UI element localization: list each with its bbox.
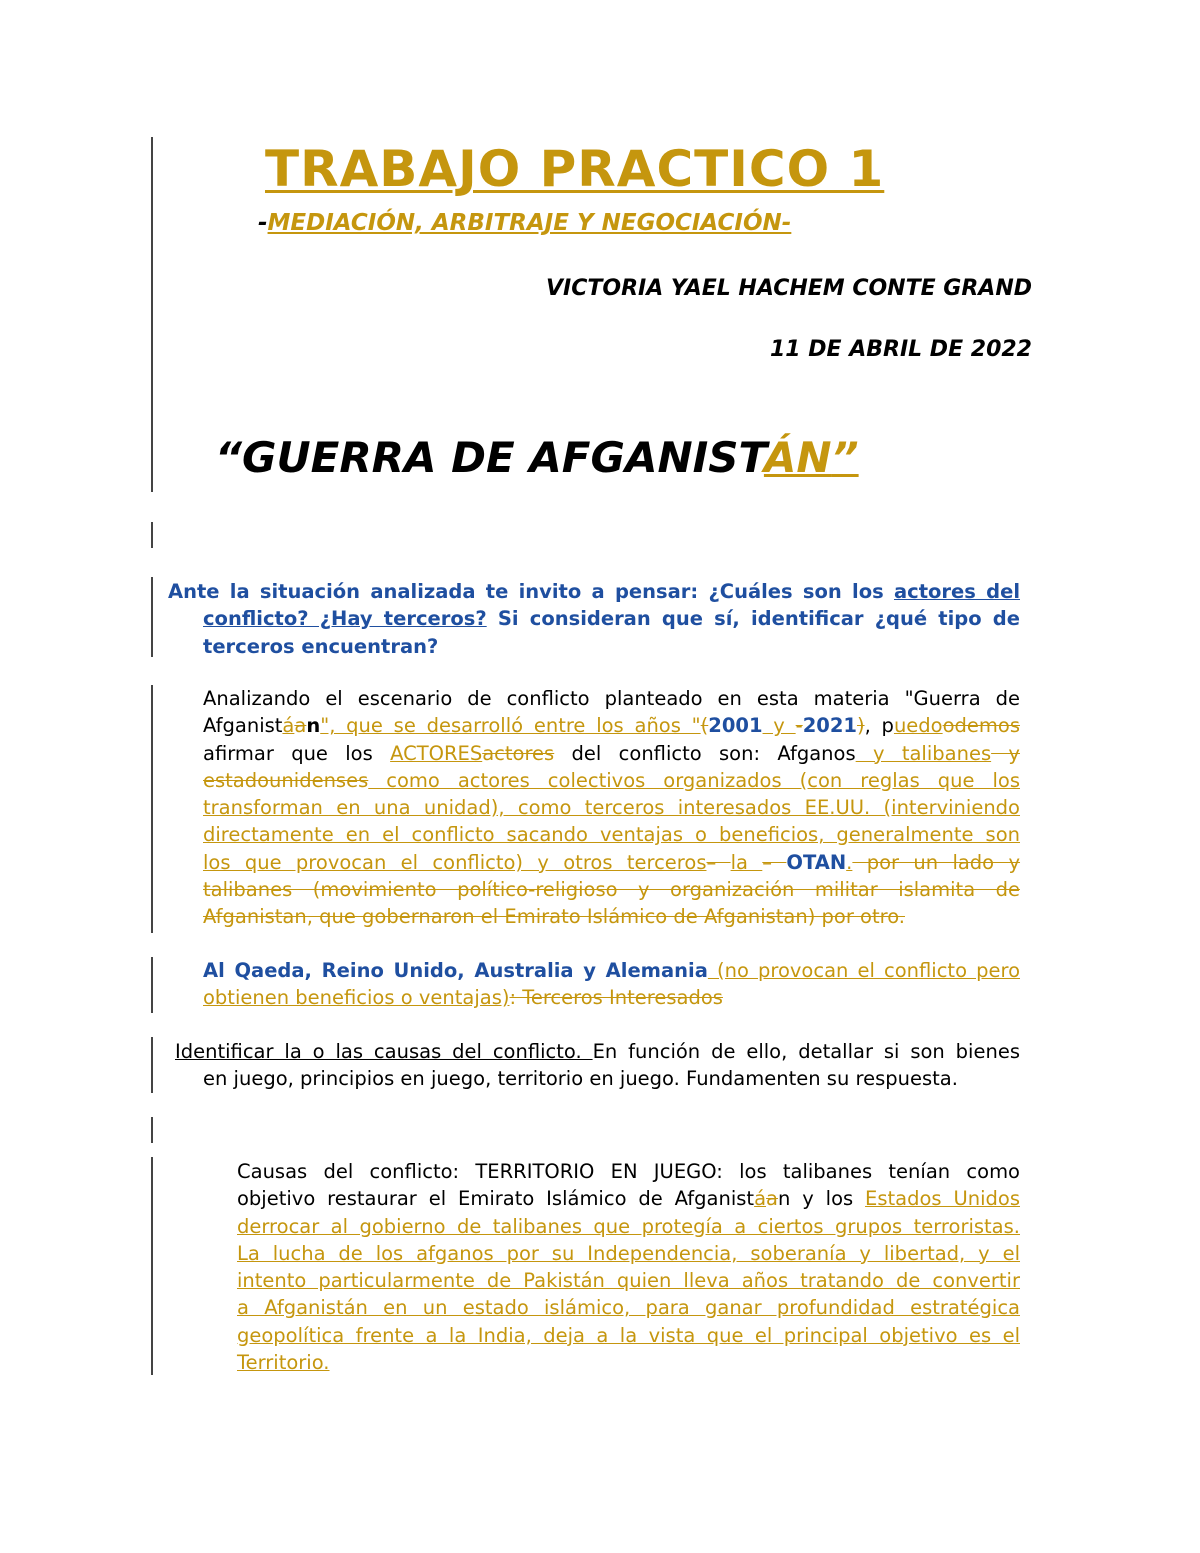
answer-3: Causas del conflicto: TERRITORIO EN JUEGO: los talibanes tenían como objetivo restaurar el Emirato Islámico de Afganistáan y los Estados Unidos derrocar al gobierno de talibanes que protegía a ciertos grupos terroristas. La lucha de los afganos por su Independencia, soberanía y libertad, y el intento particularmente de Pakistán quien lleva años tratando de convertir a Afganistán en un estado islámico, para ganar profundidad estratégica geopolítica frente a la India, deja a la vista que el principal objetivo es el Territorio.: [237, 1160, 1020, 1375]
document-title: TRABAJO PRACTICO 1: [265, 140, 885, 198]
answer-1: Analizando el escenario de conflicto planteado en esta materia "Guerra de Afganistáan", que se desarrolló entre los años "(2001 y -2021), puedoodemos afirmar que los ACTORESactores del conflicto son: Afganos y talibanes y estadounidenses como actores colectivos organizados (con reglas que los transforman en una unidad), como terceros interesados EE.UU. (interviniendo directamente en el conflicto sacando ventajas o beneficios, generalmente son los que provocan el conflicto) y otros terceros– la – OTAN. por un lado y talibanes (movimiento político-religioso y organización militar islamita de Afganistan, que gobernaron el Emirato Islámico de Afganistan) por otro.: [203, 687, 1021, 929]
revision-bar: [151, 137, 153, 492]
document-date: 11 DE ABRIL DE 2022: [769, 337, 1032, 362]
section-heading: “GUERRA DE AFGANISTÁN”: [215, 433, 859, 482]
revision-bar: [151, 1037, 153, 1093]
question-1: Ante la situación analizada te invito a pensar: ¿Cuáles son los actores del conflicto? ¿Hay terceros? Si consideran que sí, identificar ¿qué tipo de terceros encuentran?: [168, 580, 1020, 658]
revision-bar: [151, 685, 153, 933]
subtitle-text: MEDIACIÓN, ARBITRAJE Y NEGOCIACIÓN-: [267, 210, 792, 236]
revision-bar: [151, 1157, 153, 1375]
author-name: VICTORIA YAEL HACHEM CONTE GRAND: [546, 276, 1032, 301]
revision-bar: [151, 577, 153, 657]
revision-bar: [151, 1117, 153, 1143]
revision-bar: [151, 522, 153, 548]
document-subtitle: [258, 210, 978, 236]
question-2: Identificar la o las causas del conflicto. En función de ello, detallar si son bienes en juego, principios en juego, territorio en juego. Fundamenten su respuesta.: [175, 1040, 1020, 1091]
answer-2: Al Qaeda, Reino Unido, Australia y Alemania (no provocan el conflicto pero obtienen beneficios o ventajas): Terceros Interesados: [203, 959, 1020, 1010]
subtitle-dash: -: [258, 210, 268, 236]
revision-bar: [151, 957, 153, 1013]
